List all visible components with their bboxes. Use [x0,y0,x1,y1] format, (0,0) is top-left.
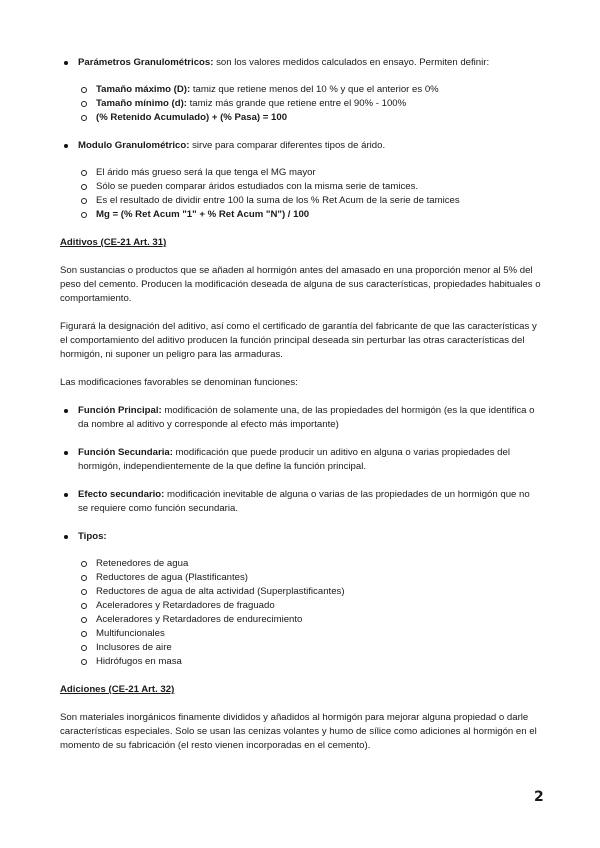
tipos-label: Tipos: [78,531,107,542]
list-item: Efecto secundario: modificación inevitable de alguna o varias de las propiedades de un hormigón que no se requiere como función secundaria. [60,488,542,516]
list-item: Reductores de agua de alta actividad (Superplastificantes) [60,585,542,599]
list-item: Sólo se pueden comparar áridos estudiados con la misma serie de tamices. [60,180,542,194]
document-page [60,56,542,753]
granulometric-label: Parámetros Granulométricos: [78,57,214,68]
adiciones-heading: Adiciones (CE-21 Art. 32) [60,684,175,695]
list-item: Es el resultado de dividir entre 100 la suma de los % Ret Acum de la serie de tamices [60,194,542,208]
list-item: (% Retenido Acumulado) + (% Pasa) = 100 [60,111,542,125]
list-item [60,208,542,222]
list-item: Retenedores de agua [60,557,542,571]
granulometric-text: son los valores medidos calculados en ensayo. Permiten definir: [213,57,490,68]
list-item: Multifuncionales [60,627,542,641]
list-item: Hidrófugos en masa [60,655,542,669]
list-item: Reductores de agua (Plastificantes) [60,571,542,585]
adiciones-paragraph-1: Son materiales inorgánicos finamente divididos y añadidos al hormigón para mejorar alguna propiedad o darle características especiales. Solo se usan las cenizas volantes y humo de sílice como adiciones al hormigón en el momento de su fabricación (el resto vienen incorporadas en el cemento). [60,712,537,751]
list-item: Inclusores de aire [60,641,542,655]
modulo-section [60,139,542,153]
modulo-list [60,166,542,222]
aditivos-heading: Aditivos (CE-21 Art. 31) [60,237,167,248]
list-item: Aceleradores y Retardadores de endurecimiento [60,613,542,627]
aditivos-paragraph-3: Las modificaciones favorables se denominan funciones: [60,377,298,388]
list-item: Aceleradores y Retardadores de fraguado [60,599,542,613]
modulo-text: sirve para comparar diferentes tipos de árido. [189,140,386,151]
funciones-list [60,404,542,544]
granulometric-section [60,56,542,70]
list-item: Función Secundaria: modificación que puede producir un aditivo en alguna o varias propiedades del hormigón, independientemente de la que define la función principal. [60,446,542,474]
list-item: Función Principal: modificación de solamente una, de las propiedades del hormigón (es la que identifica o da nombre al aditivo y corresponde al efecto más importante) [60,404,542,432]
aditivos-paragraph-1: Son sustancias o productos que se añaden al hormigón antes del amasado en una proporción menor al 5% del peso del cemento. Producen la modificación deseada de alguna de sus características, propiedades habituales o comportamiento. [60,265,541,304]
modulo-bullet [60,139,542,153]
modulo-formula: Mg = (% Ret Acum "1" + % Ret Acum "N") / 100 [96,209,310,220]
list-item: El árido más grueso será la que tenga el MG mayor [60,166,542,180]
tipos-list [60,557,542,669]
granulometric-list [60,83,542,125]
tipos-bullet [60,530,542,544]
modulo-label: Modulo Granulométrico: [78,140,190,151]
page-number: 2 [534,789,544,805]
list-item: Tamaño máximo (D): tamiz que retiene menos del 10 % y que el anterior es 0% [60,83,542,97]
list-item: Tamaño mínimo (d): tamiz más grande que retiene entre el 90% - 100% [60,97,542,111]
aditivos-paragraph-2: Figurará la designación del aditivo, así como el certificado de garantía del fabricante de que las características y el comportamiento del aditivo producen la función principal deseada sin perturbar las otras características del hormigón, ni suponer un peligro para las armaduras. [60,321,537,360]
granulometric-bullet [60,56,542,70]
